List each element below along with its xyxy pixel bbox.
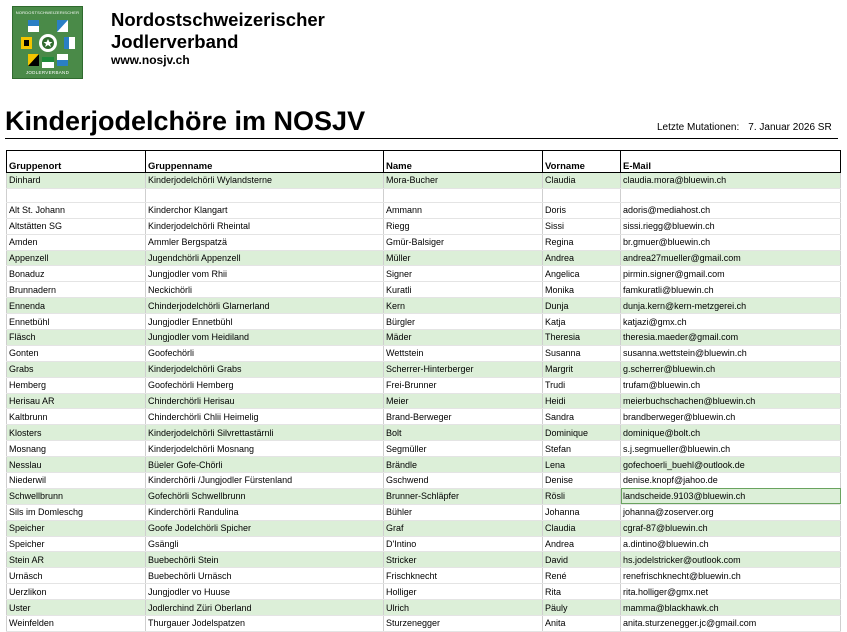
cell-email[interactable]: sissi.riegg@bluewin.ch: [621, 218, 841, 234]
cell-email[interactable]: claudia.mora@bluewin.ch: [621, 173, 841, 189]
cell-name[interactable]: Signer: [384, 266, 543, 282]
cell-name[interactable]: Mäder: [384, 330, 543, 346]
cell-gruppenname[interactable]: Chinderchörli Herisau: [146, 393, 384, 409]
cell-vorname[interactable]: Andrea: [543, 536, 621, 552]
cell-gruppenname[interactable]: Goofechörli: [146, 345, 384, 361]
table-row: [7, 298, 841, 314]
cell-email[interactable]: br.gmuer@bluewin.ch: [621, 234, 841, 250]
cell-vorname[interactable]: Stefan: [543, 441, 621, 457]
cell-vorname[interactable]: Denise: [543, 473, 621, 489]
cell-gruppenort[interactable]: [7, 188, 146, 202]
cell-gruppenort[interactable]: Sils im Domleschg: [7, 504, 146, 520]
cell-name[interactable]: Stricker: [384, 552, 543, 568]
cell-gruppenname[interactable]: Kinderjodelchörli Wylandsterne: [146, 173, 384, 189]
choir-roster-table: [6, 150, 841, 632]
cell-gruppenort[interactable]: Niederwil: [7, 473, 146, 489]
cell-name[interactable]: Kuratli: [384, 282, 543, 298]
table-row: [7, 600, 841, 616]
cell-email[interactable]: [621, 188, 841, 202]
table-row: [7, 330, 841, 346]
cell-email[interactable]: dominique@bolt.ch: [621, 425, 841, 441]
cell-vorname[interactable]: Margrit: [543, 361, 621, 377]
logo-emblem-icon: [19, 17, 77, 69]
cell-gruppenort[interactable]: Amden: [7, 234, 146, 250]
cell-gruppenort[interactable]: Herisau AR: [7, 393, 146, 409]
cell-gruppenname[interactable]: Jungjodler vo Huuse: [146, 584, 384, 600]
cell-email[interactable]: cgraf-87@bluewin.ch: [621, 520, 841, 536]
cell-vorname[interactable]: Claudia: [543, 173, 621, 189]
cell-email[interactable]: gofechoerli_buehl@outlook.de: [621, 457, 841, 473]
cell-name[interactable]: Bürgler: [384, 314, 543, 330]
cell-email[interactable]: landscheide.9103@bluewin.ch: [621, 488, 841, 504]
cell-name[interactable]: Mora-Bucher: [384, 173, 543, 189]
cell-vorname[interactable]: [543, 188, 621, 202]
cell-gruppenort[interactable]: Ennetbühl: [7, 314, 146, 330]
cell-email[interactable]: denise.knopf@jahoo.de: [621, 473, 841, 489]
cell-email[interactable]: rita.holliger@gmx.net: [621, 584, 841, 600]
cell-gruppenname[interactable]: Kinderchörli /Jungjodler Fürstenland: [146, 473, 384, 489]
cell-name[interactable]: Ulrich: [384, 600, 543, 616]
cell-gruppenname[interactable]: Neckichörli: [146, 282, 384, 298]
cell-gruppenort[interactable]: Bonaduz: [7, 266, 146, 282]
cell-vorname[interactable]: Anita: [543, 616, 621, 632]
cell-email[interactable]: johanna@zoserver.org: [621, 504, 841, 520]
cell-gruppenname[interactable]: [146, 188, 384, 202]
table-row: [7, 520, 841, 536]
cell-vorname[interactable]: Sissi: [543, 218, 621, 234]
table-row-empty: [7, 188, 841, 202]
cell-gruppenort[interactable]: Brunnadern: [7, 282, 146, 298]
cell-name[interactable]: Brändle: [384, 457, 543, 473]
cell-name[interactable]: Gmür-Balsiger: [384, 234, 543, 250]
cell-gruppenname[interactable]: Jungjodler vom Rhii: [146, 266, 384, 282]
cell-gruppenort[interactable]: Fläsch: [7, 330, 146, 346]
cell-gruppenname[interactable]: Jungjodler Ennetbühl: [146, 314, 384, 330]
cell-name[interactable]: Riegg: [384, 218, 543, 234]
cell-name[interactable]: Holliger: [384, 584, 543, 600]
cell-name[interactable]: [384, 188, 543, 202]
cell-gruppenort[interactable]: Stein AR: [7, 552, 146, 568]
cell-vorname[interactable]: Päuly: [543, 600, 621, 616]
table-row: [7, 361, 841, 377]
cell-vorname[interactable]: Claudia: [543, 520, 621, 536]
cell-gruppenname[interactable]: Kinderchörli Randulina: [146, 504, 384, 520]
cell-name[interactable]: Bolt: [384, 425, 543, 441]
table-row: [7, 504, 841, 520]
cell-gruppenname[interactable]: Gofechörli Schwellbrunn: [146, 488, 384, 504]
cell-email[interactable]: mamma@blackhawk.ch: [621, 600, 841, 616]
table-row: [7, 393, 841, 409]
cell-email[interactable]: adoris@mediahost.ch: [621, 202, 841, 218]
column-header-gruppenort[interactable]: Gruppenort: [7, 151, 146, 173]
cell-email[interactable]: a.dintino@bluewin.ch: [621, 536, 841, 552]
cell-email[interactable]: meierbuchschachen@bluewin.ch: [621, 393, 841, 409]
cell-gruppenname[interactable]: Kinderjodelchörli Grabs: [146, 361, 384, 377]
cell-gruppenort[interactable]: Appenzell: [7, 250, 146, 266]
title-divider: [5, 138, 838, 139]
cell-vorname[interactable]: Monika: [543, 282, 621, 298]
cell-email[interactable]: pirmin.signer@gmail.com: [621, 266, 841, 282]
table-row: [7, 218, 841, 234]
table-row: [7, 250, 841, 266]
cell-vorname[interactable]: Katja: [543, 314, 621, 330]
cell-name[interactable]: Gschwend: [384, 473, 543, 489]
cell-name[interactable]: D'Intino: [384, 536, 543, 552]
cell-vorname[interactable]: Heidi: [543, 393, 621, 409]
cell-vorname[interactable]: Regina: [543, 234, 621, 250]
cell-gruppenname[interactable]: Ammler Bergspatzä: [146, 234, 384, 250]
column-header-name[interactable]: Name: [384, 151, 543, 173]
cell-vorname[interactable]: Johanna: [543, 504, 621, 520]
cell-name[interactable]: Graf: [384, 520, 543, 536]
cell-gruppenort[interactable]: Uerzlikon: [7, 584, 146, 600]
table-row: [7, 457, 841, 473]
cell-gruppenname[interactable]: Chinderjodelchörli Glarnerland: [146, 298, 384, 314]
cell-vorname[interactable]: Susanna: [543, 345, 621, 361]
last-mutation-info: [657, 122, 832, 133]
cell-vorname[interactable]: Angelica: [543, 266, 621, 282]
organization-name-line2: Jodlerverband: [111, 31, 239, 52]
cell-vorname[interactable]: Theresia: [543, 330, 621, 346]
cell-gruppenort[interactable]: Dinhard: [7, 173, 146, 189]
cell-email[interactable]: katjazi@gmx.ch: [621, 314, 841, 330]
table-row: [7, 536, 841, 552]
cell-gruppenname[interactable]: Chinderchörli Chlii Heimelig: [146, 409, 384, 425]
cell-name[interactable]: Müller: [384, 250, 543, 266]
cell-gruppenname[interactable]: Kinderchor Klangart: [146, 202, 384, 218]
cell-email[interactable]: anita.sturzenegger.jc@gmail.com: [621, 616, 841, 632]
cell-email[interactable]: dunja.kern@kern-metzgerei.ch: [621, 298, 841, 314]
table-row: [7, 409, 841, 425]
cell-gruppenname[interactable]: Buebechörli Urnäsch: [146, 568, 384, 584]
cell-gruppenname[interactable]: Goofe Jodelchörli Spicher: [146, 520, 384, 536]
table-row: [7, 425, 841, 441]
logo-ring-bottom-text: JODLERVERBAND: [25, 70, 70, 75]
cell-gruppenort[interactable]: Urnäsch: [7, 568, 146, 584]
logo-ring-top-text: NORDOSTSCHWEIZERISCHER: [15, 10, 80, 15]
nosjv-logo: [12, 6, 83, 79]
table-row: [7, 234, 841, 250]
cell-gruppenname[interactable]: Jodlerchind Züri Oberland: [146, 600, 384, 616]
cell-gruppenort[interactable]: Grabs: [7, 361, 146, 377]
table-row: [7, 568, 841, 584]
cell-email[interactable]: andrea27mueller@gmail.com: [621, 250, 841, 266]
cell-email[interactable]: famkuratli@bluewin.ch: [621, 282, 841, 298]
table-row: [7, 473, 841, 489]
table-row: [7, 345, 841, 361]
cell-gruppenname[interactable]: Büeler Gofe-Chörli: [146, 457, 384, 473]
cell-name[interactable]: Sturzenegger: [384, 616, 543, 632]
cell-name[interactable]: Frischknecht: [384, 568, 543, 584]
table-row: [7, 202, 841, 218]
cell-gruppenname[interactable]: Goofechörli Hemberg: [146, 377, 384, 393]
table-row: [7, 552, 841, 568]
cell-gruppenort[interactable]: Mosnang: [7, 441, 146, 457]
last-mutation-label: Letzte Mutationen:: [657, 122, 740, 133]
cell-gruppenort[interactable]: Kaltbrunn: [7, 409, 146, 425]
cell-vorname[interactable]: Rita: [543, 584, 621, 600]
cell-gruppenort[interactable]: Uster: [7, 600, 146, 616]
cell-gruppenort[interactable]: Speicher: [7, 536, 146, 552]
cell-vorname[interactable]: Lena: [543, 457, 621, 473]
cell-email[interactable]: brandberweger@bluewin.ch: [621, 409, 841, 425]
cell-name[interactable]: Meier: [384, 393, 543, 409]
cell-gruppenort[interactable]: Hemberg: [7, 377, 146, 393]
cell-email[interactable]: renefrischknecht@bluewin.ch: [621, 568, 841, 584]
column-header-email[interactable]: E-Mail: [621, 151, 841, 173]
table-row: [7, 616, 841, 632]
table-header-row: [7, 151, 841, 173]
cell-vorname[interactable]: Dominique: [543, 425, 621, 441]
cell-email[interactable]: trufam@bluewin.ch: [621, 377, 841, 393]
table-row: [7, 282, 841, 298]
cell-email[interactable]: susanna.wettstein@bluewin.ch: [621, 345, 841, 361]
last-mutation-date: 7. Januar 2026 SR: [748, 122, 832, 133]
cell-vorname[interactable]: Rösli: [543, 488, 621, 504]
cell-gruppenort[interactable]: Alt St. Johann: [7, 202, 146, 218]
table-row: [7, 584, 841, 600]
cell-gruppenort[interactable]: Gonten: [7, 345, 146, 361]
cell-name[interactable]: Brunner-Schläpfer: [384, 488, 543, 504]
table-row: [7, 441, 841, 457]
cell-name[interactable]: Ammann: [384, 202, 543, 218]
cell-gruppenname[interactable]: Kinderjodelchörli Rheintal: [146, 218, 384, 234]
cell-gruppenort[interactable]: Altstätten SG: [7, 218, 146, 234]
cell-email[interactable]: s.j.segmueller@bluewin.ch: [621, 441, 841, 457]
column-header-gruppenname[interactable]: Gruppenname: [146, 151, 384, 173]
cell-name[interactable]: Wettstein: [384, 345, 543, 361]
cell-vorname[interactable]: Andrea: [543, 250, 621, 266]
cell-vorname[interactable]: David: [543, 552, 621, 568]
cell-gruppenort[interactable]: Schwellbrunn: [7, 488, 146, 504]
table-row: [7, 488, 841, 504]
organization-name: [111, 9, 325, 53]
cell-vorname[interactable]: Dunja: [543, 298, 621, 314]
table-row: [7, 314, 841, 330]
cell-gruppenname[interactable]: Jugendchörli Appenzell: [146, 250, 384, 266]
cell-name[interactable]: Segmüller: [384, 441, 543, 457]
cell-gruppenname[interactable]: Gsängli: [146, 536, 384, 552]
cell-vorname[interactable]: Trudi: [543, 377, 621, 393]
cell-gruppenort[interactable]: Weinfelden: [7, 616, 146, 632]
page-title: Kinderjodelchöre im NOSJV: [5, 106, 366, 136]
cell-vorname[interactable]: Sandra: [543, 409, 621, 425]
cell-vorname[interactable]: René: [543, 568, 621, 584]
organization-url-link[interactable]: www.nosjv.ch: [111, 53, 190, 67]
cell-vorname[interactable]: Doris: [543, 202, 621, 218]
column-header-vorname[interactable]: Vorname: [543, 151, 621, 173]
cell-email[interactable]: hs.jodelstricker@outlook.com: [621, 552, 841, 568]
table-row: [7, 377, 841, 393]
cell-gruppenname[interactable]: Buebechörli Stein: [146, 552, 384, 568]
cell-name[interactable]: Kern: [384, 298, 543, 314]
cell-email[interactable]: theresia.maeder@gmail.com: [621, 330, 841, 346]
cell-gruppenort[interactable]: Nesslau: [7, 457, 146, 473]
cell-gruppenname[interactable]: Kinderjodelchörli Silvrettastärnli: [146, 425, 384, 441]
cell-name[interactable]: Brand-Berweger: [384, 409, 543, 425]
table-row: [7, 173, 841, 189]
cell-gruppenname[interactable]: Kinderjodelchörli Mosnang: [146, 441, 384, 457]
cell-gruppenort[interactable]: Klosters: [7, 425, 146, 441]
table-body: [7, 173, 841, 632]
cell-email[interactable]: g.scherrer@bluewin.ch: [621, 361, 841, 377]
cell-name[interactable]: Frei-Brunner: [384, 377, 543, 393]
table-row: [7, 266, 841, 282]
cell-gruppenort[interactable]: Speicher: [7, 520, 146, 536]
organization-name-line1: Nordostschweizerischer: [111, 9, 325, 30]
cell-gruppenname[interactable]: Thurgauer Jodelspatzen: [146, 616, 384, 632]
cell-gruppenort[interactable]: Ennenda: [7, 298, 146, 314]
cell-gruppenname[interactable]: Jungjodler vom Heidiland: [146, 330, 384, 346]
cell-name[interactable]: Scherrer-Hinterberger: [384, 361, 543, 377]
cell-name[interactable]: Bühler: [384, 504, 543, 520]
